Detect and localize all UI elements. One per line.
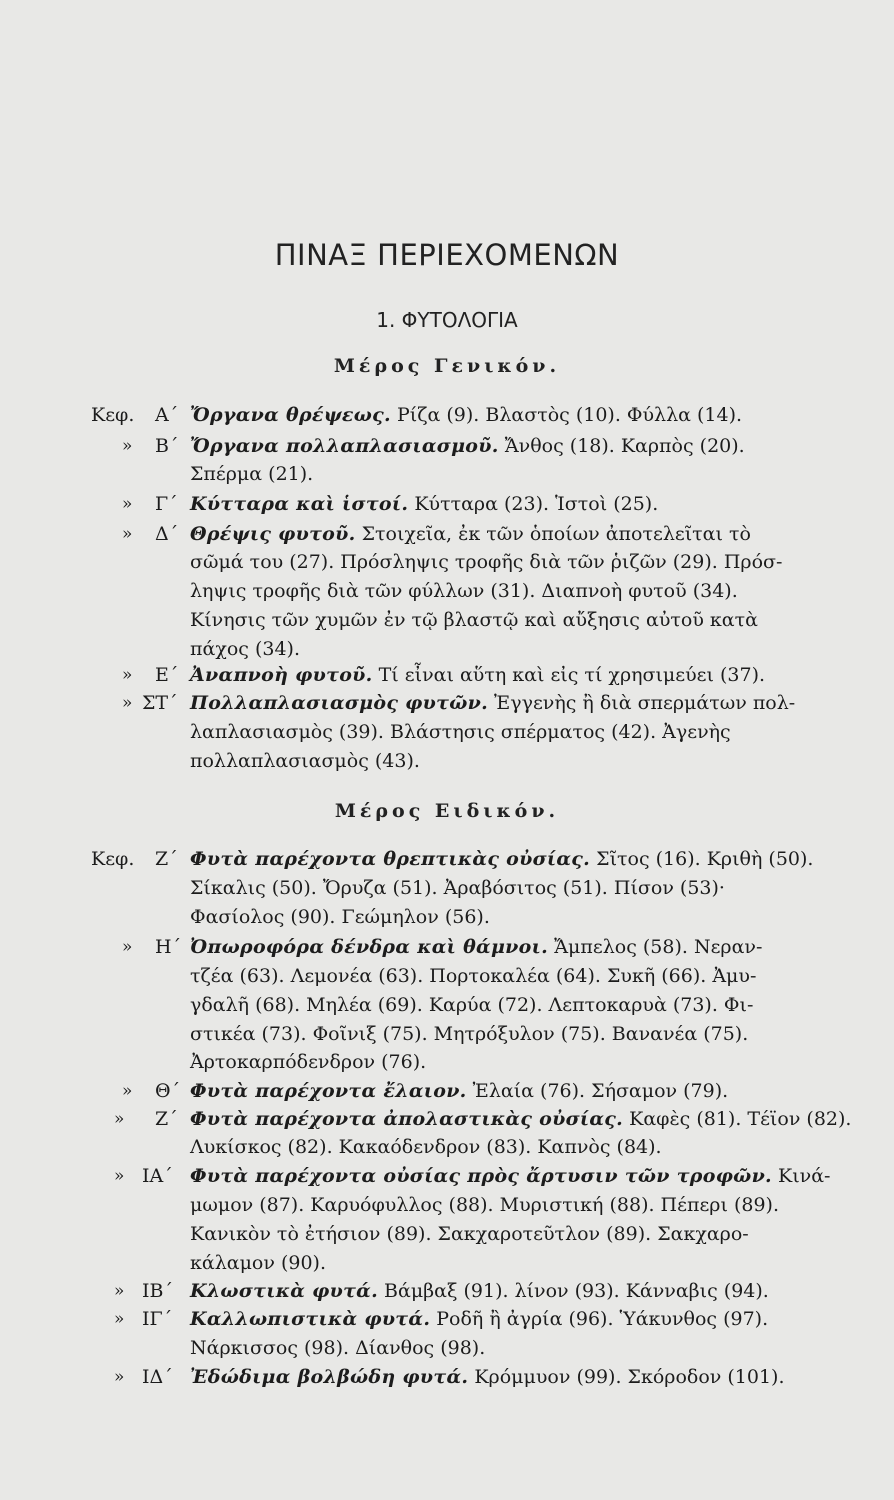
page-title: ΠΙΝΑΞ ΠΕΡΙΕΧΟΜΕΝΩΝ (274, 238, 620, 272)
chapter-heading: Πολλαπλασιασμὸς φυτῶν. (190, 692, 488, 714)
chapter-label: ΣΤ΄ (142, 692, 178, 714)
entry-line: Σπέρμα (21). (190, 463, 314, 485)
chapter-heading: Θρέψις φυτοῦ. (190, 523, 356, 545)
chapter-heading: Κλωστικὰ φυτά. (190, 1280, 378, 1302)
entry-text: Ἐλαία (76). Σήσαμον (79). (466, 1080, 729, 1102)
ditto-marker: » (114, 1309, 125, 1329)
entry-text: Κρόμμυον (99). Σκόροδον (101). (468, 1366, 785, 1388)
entry-line (190, 493, 658, 515)
entry-line (190, 1165, 830, 1187)
entry-line: σῶμά του (27). Πρόσληψις τροφῆς διὰ τῶν ῥιζῶν (29). Πρόσ- (190, 551, 783, 573)
entry-line (190, 936, 762, 958)
entry-line: πολλαπλασιασμὸς (43). (190, 750, 420, 772)
chapter-heading: Κύτταρα καὶ ἱστοί. (190, 493, 409, 515)
chapter-heading: Φυτὰ παρέχοντα ἀπολαστικὰς οὐσίας. (190, 1108, 624, 1130)
entry-line: κάλαμον (90). (190, 1252, 326, 1274)
entry-line (190, 435, 745, 457)
entry-text: Κύτταρα (23). Ἱστοὶ (25). (408, 493, 659, 515)
entry-line (190, 1366, 784, 1388)
entry-line: τζέα (63). Λεμονέα (63). Πορτοκαλέα (64). Συκῆ (66). Ἀμυ- (190, 965, 757, 987)
entry-line (190, 664, 765, 686)
chapter-heading: Καλλωπιστικὰ φυτά. (190, 1308, 431, 1330)
entry-line: γδαλῆ (68). Μηλέα (69). Καρύα (72). Λεπτοκαρυὰ (73). Φι- (190, 994, 754, 1016)
ditto-marker: » (122, 436, 133, 456)
part-heading-general: Μέρος Γενικόν. (333, 355, 561, 377)
entry-line: Νάρκισσος (98). Δίανθος (98). (190, 1337, 486, 1359)
entry-text: Στοιχεῖα, ἐκ τῶν ὁποίων ἀποτελεῖται τὸ (355, 523, 751, 545)
ditto-marker: » (114, 1367, 125, 1387)
entry-line (190, 1280, 769, 1302)
entry-text: Ρίζα (9). Βλαστὸς (10). Φύλλα (14). (390, 404, 743, 426)
entry-line: Ἀρτοκαρπόδενδρον (76). (190, 1051, 427, 1073)
chapter-label: Α΄ (155, 404, 179, 426)
entry-text: Καφὲς (81). Τέϊον (82). (623, 1108, 852, 1130)
entry-line: Κανικὸν τὸ ἐτήσιον (89). Σακχαροτεῦτλον (89). Σακχαρο- (190, 1223, 749, 1245)
ditto-marker: » (114, 1166, 125, 1186)
entry-text: Βάμβαξ (91). λίνον (93). Κάνναβις (94). (377, 1280, 769, 1302)
chapter-label: Ζ΄ (155, 1108, 178, 1130)
entry-line (190, 404, 742, 426)
ditto-marker: » (122, 937, 133, 957)
entry-line: Λυκίσκος (82). Κακαόδενδρον (83). Καπνὸς (84). (190, 1136, 662, 1158)
entry-line: στικέα (73). Φοῖνιξ (75). Μητρόξυλον (75). Βανανέα (75). (190, 1023, 749, 1045)
entry-text: Ἄνθος (18). Καρπὸς (20). (498, 435, 745, 457)
chapter-label: Ζ΄ (155, 848, 178, 870)
entry-line: Κίνησις τῶν χυμῶν ἐν τῷ βλαστῷ καὶ αὔξησις αὐτοῦ κατὰ (190, 609, 758, 631)
entry-text: Τί εἶναι αὕτη καὶ εἰς τί χρησιμεύει (37). (372, 664, 766, 686)
chapter-label: Γ΄ (155, 493, 178, 515)
chapter-heading: Ὄργανα πολλαπλασιασμοῦ. (190, 435, 499, 457)
chapter-label: ΙΓ΄ (142, 1308, 173, 1330)
entry-line: ληψις τροφῆς διὰ τῶν φύλλων (31). Διαπνοὴ φυτοῦ (34). (190, 580, 738, 602)
chapter-heading: Ἐδώδιμα βολβώδη φυτά. (190, 1366, 469, 1388)
entry-line (190, 848, 813, 870)
chapter-label: ΙΑ΄ (142, 1165, 173, 1187)
chapter-heading: Ὀπωροφόρα δένδρα καὶ θάμνοι. (190, 936, 549, 958)
ditto-marker: » (122, 693, 133, 713)
entry-line (190, 1308, 768, 1330)
ditto-marker: » (122, 665, 133, 685)
entry-line (190, 1108, 851, 1130)
chapter-label: Ε΄ (155, 664, 179, 686)
chapter-label: ΙΔ΄ (142, 1366, 173, 1388)
entry-line: μωμον (87). Καρυόφυλλος (88). Μυριστική (88). Πέπερι (89). (190, 1194, 779, 1216)
chapter-label: ΙΒ΄ (142, 1280, 173, 1302)
entry-line (190, 1080, 728, 1102)
chapter-label: Η΄ (155, 936, 182, 958)
chapter-label: Β΄ (155, 435, 179, 457)
entry-line (190, 692, 795, 714)
ditto-marker: » (114, 1281, 125, 1301)
entry-line (190, 523, 751, 545)
chapter-prefix: Κεφ. (91, 848, 135, 870)
chapter-heading: Φυτὰ παρέχοντα ἔλαιον. (190, 1080, 467, 1102)
ditto-marker: » (122, 524, 133, 544)
entry-line: λαπλασιασμὸς (39). Βλάστησις σπέρματος (42). Ἀγενὴς (190, 721, 731, 743)
entry-text: Ροδῆ ἢ ἀγρία (96). Ὑάκυνθος (97). (430, 1308, 769, 1330)
ditto-marker: » (122, 494, 133, 514)
entry-text: Σῖτος (16). Κριθὴ (50). (590, 848, 814, 870)
chapter-heading: Ὄργανα θρέψεως. (190, 404, 391, 426)
chapter-label: Θ΄ (155, 1080, 181, 1102)
entry-text: Ἄμπελος (58). Νεραν- (548, 936, 763, 958)
entry-line: Σίκαλις (50). Ὄρυζα (51). Ἀραβόσιτος (51). Πίσον (53)· (190, 877, 725, 899)
chapter-label: Δ΄ (155, 523, 179, 545)
section-title: 1. ΦΥΤΟΛΟΓΙΑ (376, 308, 518, 332)
entry-text: Κινά- (771, 1165, 831, 1187)
ditto-marker: » (114, 1109, 125, 1129)
chapter-heading: Φυτὰ παρέχοντα θρεπτικὰς οὐσίας. (190, 848, 591, 870)
ditto-marker: » (122, 1081, 133, 1101)
chapter-heading: Φυτὰ παρέχοντα οὐσίας πρὸς ἄρτυσιν τῶν τροφῶν. (190, 1165, 772, 1187)
entry-line: πάχος (34). (190, 638, 300, 660)
entry-text: Ἐγγενὴς ἢ διὰ σπερμάτων πολ- (487, 692, 796, 714)
chapter-prefix: Κεφ. (91, 404, 135, 426)
part-heading-special: Μέρος Ειδικόν. (334, 800, 560, 822)
entry-line: Φασίολος (90). Γεώμηλον (56). (190, 906, 490, 928)
chapter-heading: Ἀναπνοὴ φυτοῦ. (190, 664, 373, 686)
